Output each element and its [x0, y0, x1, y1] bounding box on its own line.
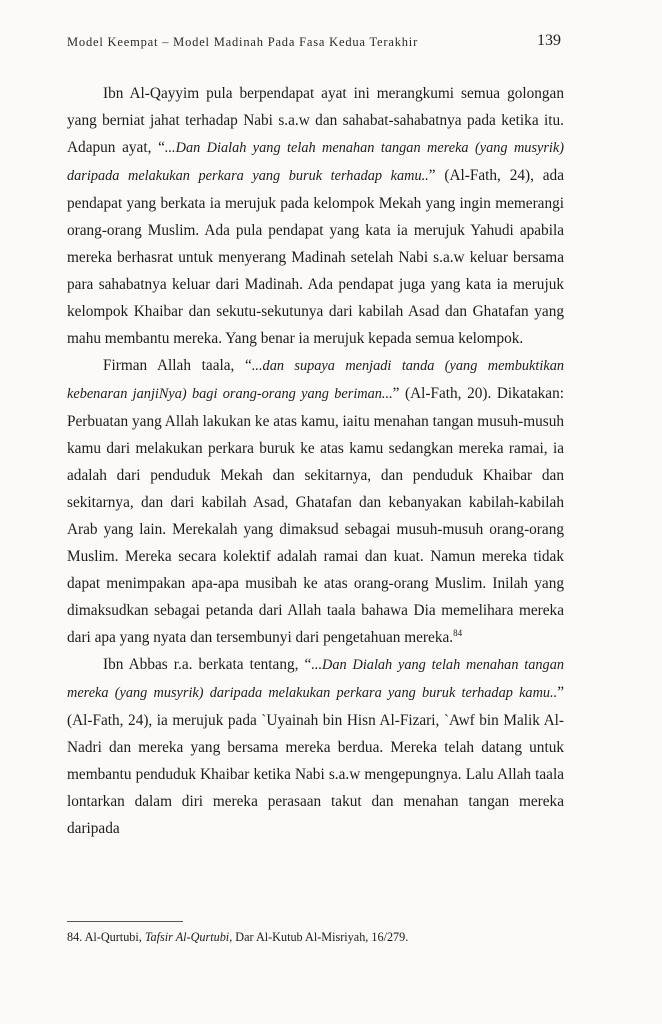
running-header: [67, 32, 561, 52]
footnote-reference[interactable]: 84: [453, 627, 463, 638]
footnote-divider: [67, 921, 183, 922]
quran-quote: ...Dan Dialah yang telah menahan tangan mereka (yang musyrik) daripada melakukan perkara yang buruk terhadap kamu..: [67, 657, 564, 701]
paragraph-text: Firman Allah taala, “: [103, 357, 252, 374]
footnote-source: Dar Al-Kutub Al-Misriyah, 16/279.: [232, 930, 409, 944]
footnote-number: 84. Al-Qurtubi,: [67, 930, 145, 944]
quran-quote: ...Dan Dialah yang telah menahan tangan mereka (yang musyrik) daripada melakukan perkara yang buruk terhadap kamu..: [67, 140, 565, 184]
paragraph-text: Ibn Abbas r.a. berkata tentang, “: [103, 656, 312, 673]
footnote-book-title: Tafsir Al-Qurtubi,: [144, 930, 233, 944]
paragraph: [67, 80, 564, 352]
paragraph-text: ” (Al-Fath, 20). Dikatakan: Perbuatan yang Allah lakukan ke atas kamu, iaitu menahan tangan musuh-musuh kamu dari melakukan perkara buruk ke atas kamu sedangkan mereka ramai, ia adalah dari penduduk Mekah dan sekitarnya, dan penduduk Khaibar dan sekitarnya, dan dari kabilah Asad, Ghatafan dan kebanyakan kabilah-kabilah Arab yang lain. Merekalah yang dimaksud sebagai musuh-musuh orang-orang Muslim. Mereka secara kolektif adalah ramai dan kuat. Namun mereka tidak dapat menimpakan apa-apa musibah ke atas orang-orang Muslim. Inilah yang dimaksudkan sebagai petanda dari Allah taala bahawa Dia memelihara mereka dari apa yang nyata dan tersembunyi dari pengetahuan mereka.: [67, 385, 564, 646]
paragraph: [67, 352, 564, 651]
paragraph-text: ” (Al-Fath, 24), ada pendapat yang berkata ia merujuk pada kelompok Mekah yang ingin memerangi orang-orang Muslim. Ada pula pendapat yang kata ia merujuk Yahudi apabila mereka berhasrat untuk menyerang Madinah setelah Nabi s.a.w keluar bersama para sahabatnya keluar dari Madinah. Ada pendapat juga yang kata ia merujuk kelompok Khaibar dan sekutu-sekutunya dari kabilah Asad dan Ghatafan yang mahu membantu mereka. Yang benar ia merujuk kepada semua kelompok.: [67, 167, 564, 347]
paragraph-text: Ibn Al-Qayyim pula berpendapat ayat ini merangkumi semua golongan yang berniat jahat terhadap Nabi s.a.w dan sahabat-sahabatnya pada ketika itu. Adapun ayat, “: [67, 85, 564, 156]
body-text: [67, 80, 564, 842]
paragraph-text: ” (Al-Fath, 24), ia merujuk pada `Uyainah bin Hisn Al-Fizari, `Awf bin Malik Al-Nadri dan mereka yang bersama mereka berdua. Mereka telah datang untuk membantu penduduk Khaibar ketika Nabi s.a.w mengepungnya. Lalu Allah taala lontarkan dalam diri mereka perasaan takut dan menahan tangan mereka daripada: [67, 684, 564, 837]
running-title: Model Keempat – Model Madinah Pada Fasa Kedua Terakhir: [67, 35, 419, 49]
footnote: [67, 929, 564, 945]
page-number: 139: [537, 32, 561, 49]
quran-quote: ...dan supaya menjadi tanda (yang membuktikan kebenaran janjiNya) bagi orang-orang yang beriman...: [67, 358, 564, 402]
paragraph: [67, 651, 564, 842]
